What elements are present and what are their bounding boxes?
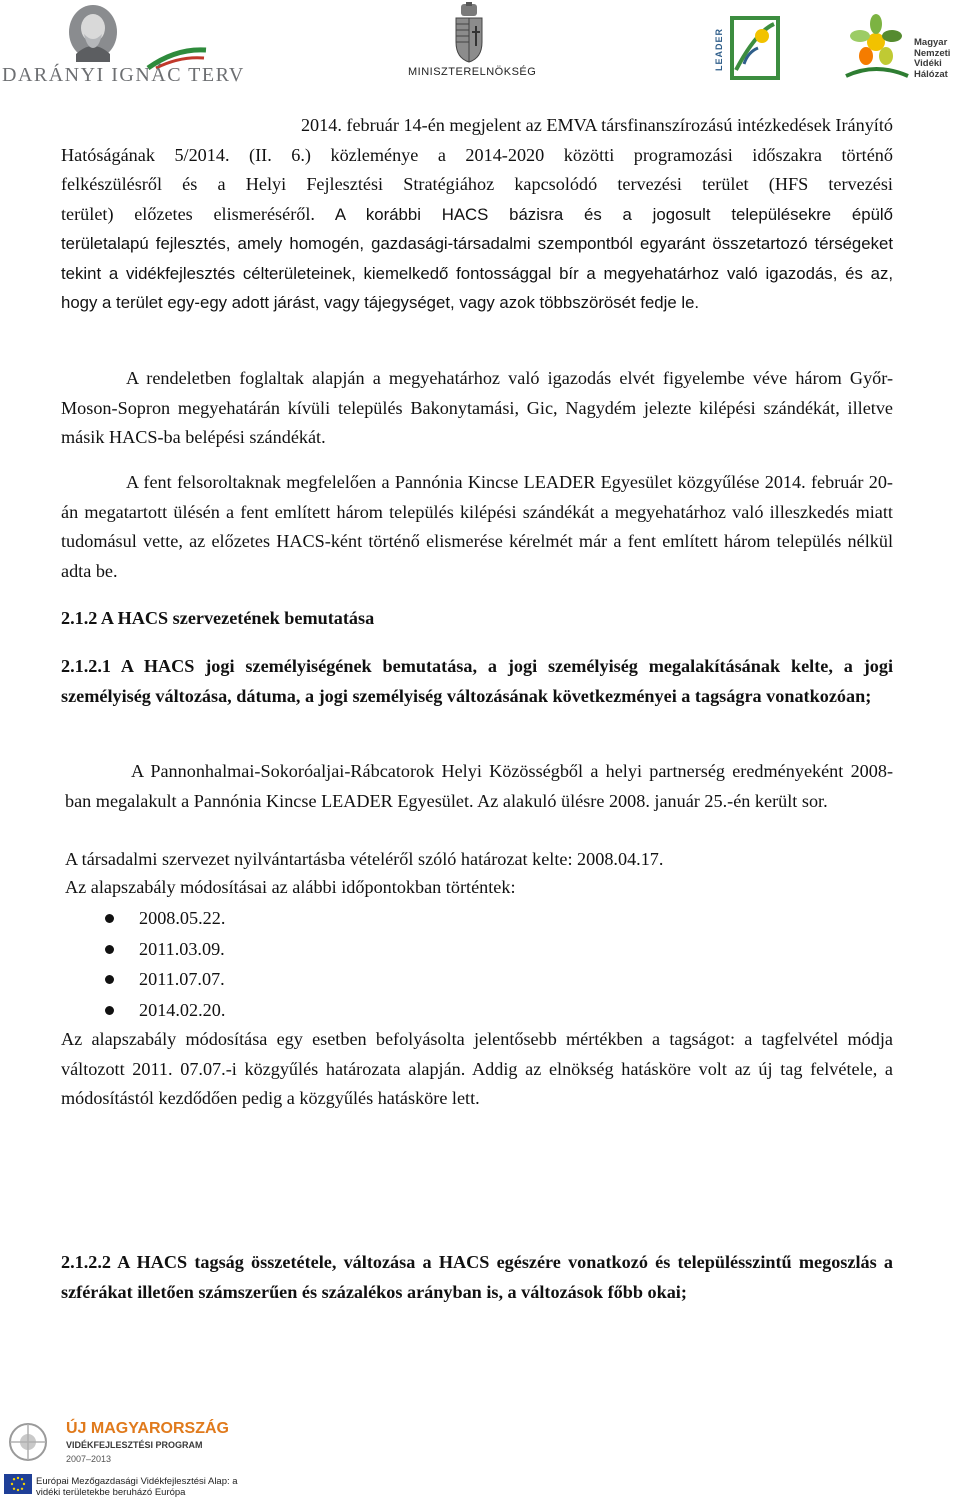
mnvh-logo <box>838 10 960 86</box>
paragraph-4: A Pannonhalmai-Sokoróaljai-Rábcatorok Helyi Közösségből a helyi partnerség eredményeként 2008-ban megalakult a Pannónia Kincse LEADER Egyesület. Az alakuló ülésre 2008. január 25.-én került sor. <box>65 761 893 811</box>
footer-brand-subtitle: VIDÉKFEJLESZTÉSI PROGRAM <box>66 1440 203 1450</box>
flower-icon <box>838 10 914 86</box>
mnvh-logo-text: Magyar Nemzeti Vidéki Hálózat <box>914 37 951 80</box>
daranyi-ignac-terv-logo <box>0 0 245 88</box>
amendment-dates-list <box>105 903 225 1025</box>
paragraph-2: A rendeletben foglaltak alapján a megyehatárhoz való igazodás elvét figyelembe véve három Győr-Moson-Sopron megyehatárán kívüli település Bakonytamási, Gic, Nagydém jelezte kilépési szándékát, illetve másik HACS-ba belépési szándékát. <box>61 368 893 447</box>
bullet-icon <box>105 975 114 984</box>
footer-brand-title: ÚJ MAGYARORSZÁG <box>66 1420 229 1437</box>
paragraph-1-line-2: Hatóságának 5/2014. (II. 6.) közleménye a 2014-2020 közötti programozási időszakra történő <box>61 144 893 165</box>
paragraph-6 <box>65 873 893 903</box>
paragraph-1-line-3: felkészülésről és a Helyi Fejlesztési Stratégiához kapcsolódó tervezési terület (HFS tervezési <box>61 174 893 194</box>
paragraph-6-text: Az alapszabály módosításai az alábbi időpontokban történtek: <box>65 877 516 897</box>
daranyi-logo-text: DARÁNYI IGNÁC TERV <box>2 64 245 86</box>
bullet-icon <box>105 945 114 954</box>
paragraph-1-continuation: területalapú fejlesztés, amely homogén, gazdasági-társadalmi szempontból egyaránt összetartozó térségeket tekint a vidékfejlesztés célterületeinek, kiemelkedő fontossággal bír a megyehatárhoz való igazodás, és az, hogy a terület egy-egy adott járást, vagy tájegységet, vagy azok többszörösét fedje le. <box>61 234 893 312</box>
list-item: 2008.05.22. <box>105 903 225 934</box>
coat-of-arms-icon <box>452 2 486 64</box>
program-emblem-icon <box>2 1422 54 1462</box>
miniszterelnokseg-logo <box>408 2 537 88</box>
heading-2-1-2-2: 2.1.2.2 A HACS tagság összetétele, változása a HACS egészére vonatkozó és településszintű megoszlás a szférákat illetően számszerűen és százalékos arányban is, a változások főbb okai; <box>61 1252 893 1302</box>
list-item: 2011.07.07. <box>105 964 225 995</box>
bullet-icon <box>105 1006 114 1015</box>
list-item: 2014.02.20. <box>105 995 225 1026</box>
paragraph-1-line-1: 2014. február 14-én megjelent az EMVA társfinanszírozású intézkedések Irányító <box>300 115 893 135</box>
footer-brand-years: 2007–2013 <box>66 1454 112 1464</box>
leader-logo <box>714 12 784 84</box>
header-logos <box>0 0 960 90</box>
paragraph-1-line-4 <box>61 200 893 230</box>
paragraph-3: A fent felsoroltaknak megfelelően a Pannónia Kincse LEADER Egyesület közgyűlése 2014. február 20-án megatartott ülésén a fent említett három település kilépési szándékát a megyehatárhoz való illeszkedés miatt tudomásul vette, az előzetes HACS-ként történő elismerése kérelmét már a fent említett három település nélkül adta be. <box>61 472 893 581</box>
paragraph-7: Az alapszabály módosítása egy esetben befolyásolta jelentősebb mértékben a tagságot: a tagfelvétel módja változott 2011. 07.07.-i közgyűlés határozata alapján. Addig az elnökség hatásköre volt az új tag felvétele, a módosítástól kezdődően pedig a közgyűlés hatásköre lett. <box>61 1029 893 1108</box>
eu-flag-icon <box>4 1474 32 1494</box>
ministry-logo-text: MINISZTERELNÖKSÉG <box>408 66 537 78</box>
portrait-icon <box>66 4 120 62</box>
bullet-icon <box>105 914 114 923</box>
paragraph-1-line-4-sans: A korábbi HACS bázisra és a jogosult településekre épülő <box>314 204 893 224</box>
footer-eu-fund-text: Európai Mezőgazdasági Vidékfejlesztési Alap: a vidéki területekbe beruházó Európa <box>36 1476 238 1498</box>
heading-2-1-2: 2.1.2 A HACS szervezetének bemutatása <box>61 608 375 628</box>
paragraph-1-line-4-serif: terület) előzetes elismeréséről. <box>61 203 315 224</box>
heading-2-1-2-1: 2.1.2.1 A HACS jogi személyiségének bemutatása, a jogi személyiség megalakításának kelte, a jogi személyiség változása, dátuma, a jogi személyiség változásának következményei a tagságra vonatkozóan; <box>61 656 893 706</box>
uj-magyarorszag-footer-logo <box>0 1418 250 1506</box>
leader-logo-text: LEADER <box>714 27 724 71</box>
paragraph-5: A társadalmi szervezet nyilvántartásba vételéről szóló határozat kelte: 2008.04.17. <box>65 849 664 869</box>
list-item: 2011.03.09. <box>105 934 225 965</box>
